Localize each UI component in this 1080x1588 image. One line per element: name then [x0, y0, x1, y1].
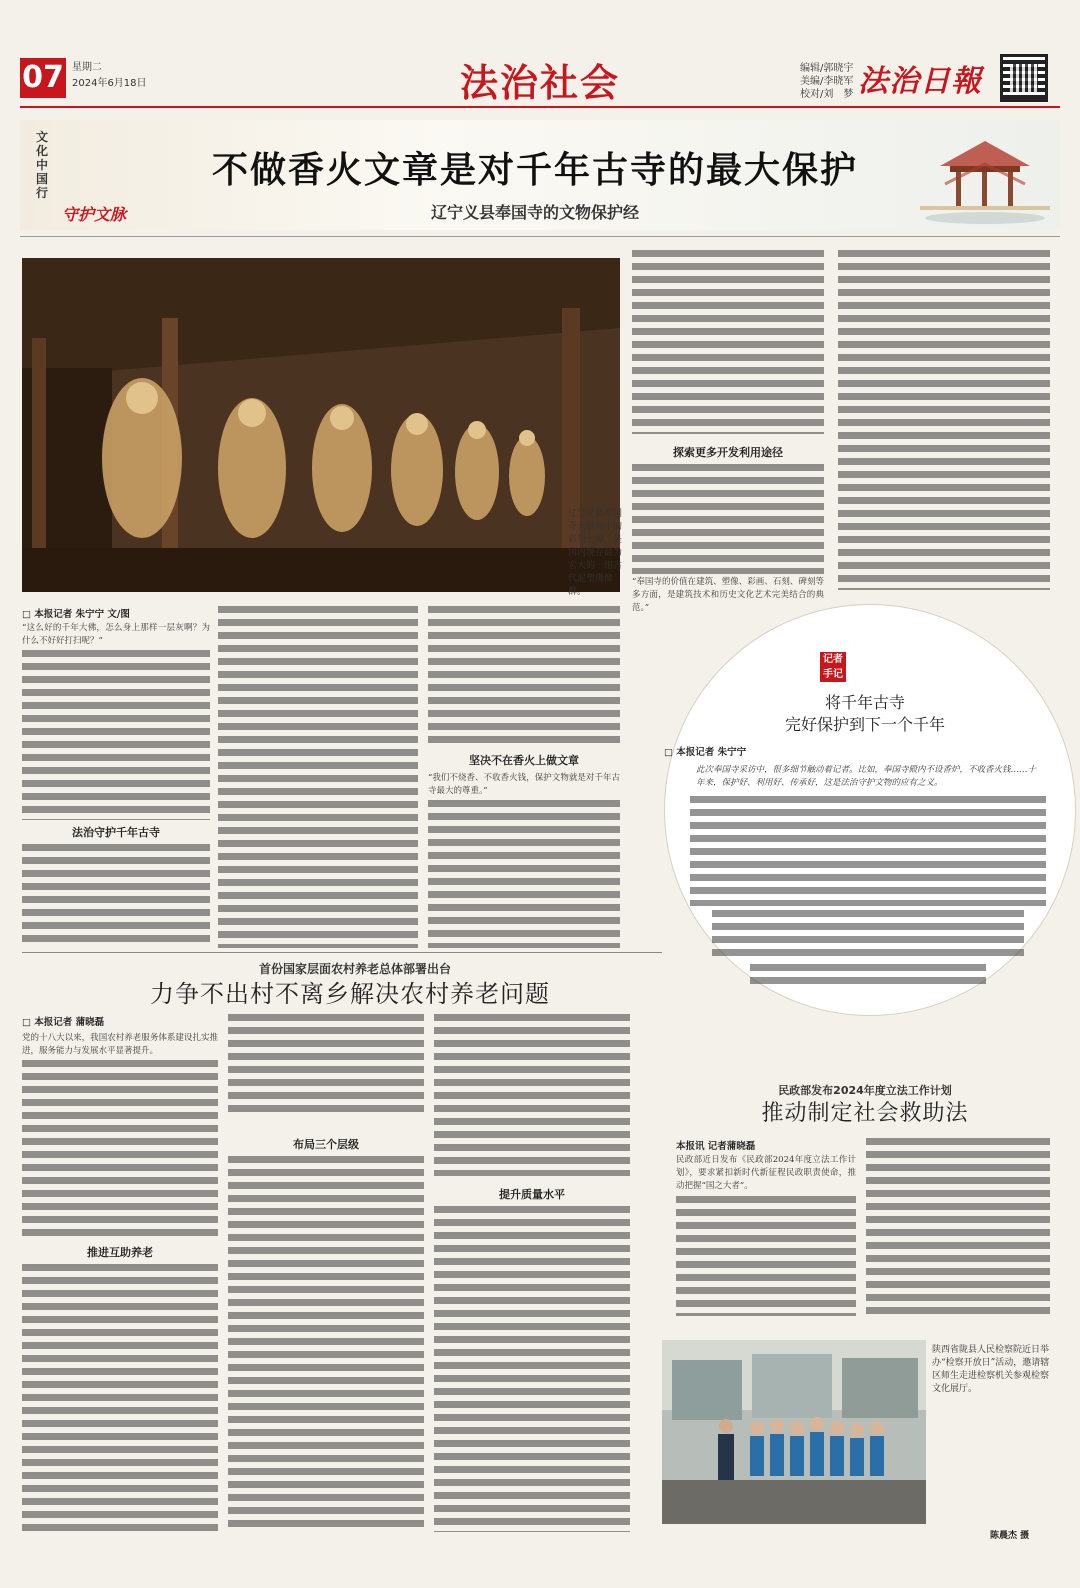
weekday: 星期二 [72, 62, 102, 73]
lead-headline[interactable]: 不做香火文章是对千年古寺的最大保护 [211, 150, 858, 191]
story-two-subhead: 提升质量水平 [499, 1188, 565, 1201]
story-three-photo-caption: 陕西省陇县人民检察院近日举办“检察开放日”活动，邀请辖区师生走进检察机关参观检察文化展厅。 [932, 1345, 1050, 1394]
pavilion-illustration [920, 126, 1050, 226]
issue-date: 2024年6月18日 [72, 78, 147, 89]
lead-column-4-text [632, 464, 824, 574]
story-two-opening: 党的十八大以来，我国农村养老服务体系建设扎实推进，服务能力与发展水平显著提升。 [22, 1033, 218, 1056]
lead-opening-paragraph: “这么好的千年大佛，怎么身上那样一层灰啊？为什么不好好打扫呢？” [22, 623, 210, 646]
lead-column-2-text [218, 606, 418, 948]
reporter-notes-text [712, 910, 1024, 960]
story-two-column-1-text [22, 1060, 218, 1236]
lead-column-1-text [22, 650, 210, 820]
reporter-notes-title[interactable] [710, 692, 1020, 736]
story-two-column-3-text [434, 1206, 630, 1532]
reporter-notes-excerpt: 此次奉国寺采访中，很多细节触动着记者。比如，奉国寺殿内不设香炉，不收香火钱……十年来，保护好、利用好、传承好，这是法治守护文物的应有之义。 [696, 765, 1037, 788]
story-two-column-1-text [22, 1264, 218, 1532]
page-number-badge: 07 [20, 58, 66, 98]
editor-line: 编辑/郭晓宇 [800, 63, 854, 74]
story-two-column-2-text [228, 1014, 424, 1118]
photo-credit: 陈晨杰 摄 [990, 1531, 1030, 1541]
qr-code-pattern [1010, 64, 1038, 92]
story-two-byline: □ 本报记者 蒲晓磊 [22, 1017, 105, 1028]
story-two-headline[interactable]: 力争不出村不离乡解决农村养老问题 [150, 980, 550, 1008]
lead-column-5-text [838, 250, 1050, 590]
story-two-subhead: 布局三个层级 [293, 1138, 359, 1151]
reporter-notes-text [690, 796, 1046, 906]
story-three-kicker: 民政部发布2024年度立法工作计划 [778, 1084, 952, 1097]
lead-column-3-text [428, 800, 620, 948]
column-tag: 文化中国行 [36, 130, 49, 200]
lead-subheadline: 辽宁义县奉国寺的文物保护经 [430, 203, 639, 222]
section-divider [22, 952, 662, 953]
lead-column-3-text [428, 606, 620, 744]
temple-buddha-photo[interactable] [22, 258, 620, 592]
editor-line: 美编/李晓军 [800, 76, 854, 87]
header-rule [20, 106, 1060, 108]
lead-column-1-text [22, 844, 210, 948]
reporter-notes-text [750, 964, 986, 986]
lead-quote: “我们不烧香、不收香火钱，保护文物就是对千年古寺最大的尊重。” [428, 773, 620, 796]
lead-byline: □ 本报记者 朱宁宁 文/图 [22, 609, 130, 620]
reporter-notes-title-line: 完好保护到下一个千年 [784, 715, 945, 734]
section-title: 法治社会 [459, 61, 620, 105]
reporter-notes-title-line: 将千年古寺 [824, 693, 905, 712]
story-three-headline[interactable]: 推动制定社会救助法 [761, 1101, 969, 1126]
issue-date-block [72, 60, 147, 92]
story-two-subhead: 推进互助养老 [87, 1246, 153, 1259]
newspaper-masthead: 法治日報 [858, 64, 982, 99]
lead-subhead: 法治守护千年古寺 [72, 826, 160, 839]
story-three-column-2-text [866, 1138, 1050, 1318]
column-name: 守护文脉 [62, 205, 127, 224]
lead-column-4-text [632, 250, 824, 434]
lead-closing-quote: “奉国寺的价值在建筑、塑像、彩画、石刻、碑刻等多方面，是建筑技术和历史文化艺术完美结合的典范。” [632, 577, 824, 613]
story-two-kicker: 首份国家层面农村养老总体部署出台 [258, 962, 451, 976]
reporter-notes-stamp: 记者手记 [820, 652, 846, 682]
story-two-column-2-text [228, 1156, 424, 1532]
editor-line: 校对/刘 梦 [800, 89, 854, 100]
lead-subhead: 探索更多开发利用途径 [673, 446, 783, 459]
story-three-opening: 民政部近日发布《民政部2024年度立法工作计划》，要求紧扣新时代新征程民政职责使命，推动把握“国之大者”。 [676, 1155, 856, 1191]
lead-photo-caption: 辽宁义县奉国寺大雄殿中的彩塑七佛，是国内现存最为宏大的一组古代泥塑佛像群。 [568, 509, 623, 597]
reporter-notes-byline: □ 本报记者 朱宁宁 [664, 747, 747, 758]
editor-credits [800, 62, 853, 101]
story-two-column-3-text [434, 1014, 630, 1176]
story-three-column-1-text [676, 1196, 856, 1316]
story-three-byline: 本报讯 记者蒲晓磊 [676, 1141, 756, 1152]
banner-rule [20, 236, 1060, 237]
lead-subhead: 坚决不在香火上做文章 [469, 754, 579, 767]
procuratorate-visit-photo[interactable] [662, 1340, 926, 1524]
